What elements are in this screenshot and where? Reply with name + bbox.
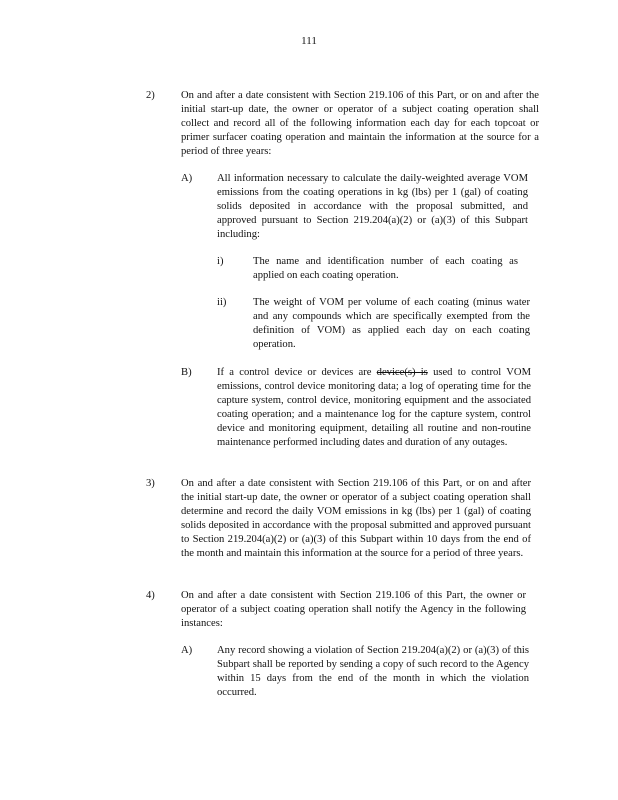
paragraph-3-label: 3) bbox=[146, 478, 155, 489]
paragraph-2-B-text bbox=[217, 366, 531, 450]
paragraph-2-label: 2) bbox=[146, 90, 155, 101]
paragraph-2-A-ii-label: ii) bbox=[217, 297, 227, 308]
paragraph-2-text: On and after a date consistent with Section 219.106 of this Part, or on and after the initial start-up date, the owner or operator of a subject coating operation shall collect and record all of the following information each day for each topcoat or primer surfacer coating operation and maintain the information at the source for a period of three years: bbox=[181, 90, 539, 157]
paragraph-2-A-i-text: The name and identification number of each coating as applied on each coating operation. bbox=[253, 256, 518, 281]
paragraph-2-A-label: A) bbox=[181, 173, 193, 184]
paragraph-2-B-text-after: used to control VOM emissions, control device monitoring data; a log of operating time for the capture system, control device, monitoring equipment and the associated coating operation; and a maintenance log for the capture system, control device and monitoring equipment, detailing all routine and non-routine maintenance performed including dates and duration of any outages. bbox=[217, 367, 531, 448]
paragraph-4-A-label: A) bbox=[181, 645, 193, 656]
page-number: 111 bbox=[301, 35, 317, 47]
paragraph-2-B-label: B) bbox=[181, 367, 192, 378]
paragraph-4-A-text: Any record showing a violation of Section 219.204(a)(2) or (a)(3) of this Subpart shall be reported by sending a copy of such record to the Agency within 15 days from the end of the month in which the violation occurred. bbox=[217, 645, 529, 698]
paragraph-2-A-text: All information necessary to calculate the daily-weighted average VOM emissions from the coating operations in kg (lbs) per 1 (gal) of coating solids deposited in accordance with the proposal submitted, and approved pursuant to Section 219.204(a)(2) or (a)(3) of this Subpart including: bbox=[217, 173, 528, 240]
paragraph-2-A-ii-text: The weight of VOM per volume of each coating (minus water and any compounds which are specifically exempted from the definition of VOM) as applied each day on each coating operation. bbox=[253, 297, 530, 350]
paragraph-2-B-text-before: If a control device or devices are bbox=[217, 367, 372, 378]
paragraph-2-A-i-label: i) bbox=[217, 256, 224, 267]
paragraph-4-label: 4) bbox=[146, 590, 155, 601]
struck-text: device(s) is bbox=[376, 367, 428, 378]
paragraph-3-text: On and after a date consistent with Section 219.106 of this Part, or on and after the initial start-up date, the owner or operator of a subject coating operation shall determine and record the daily VOM emissions in kg (lbs) per 1 (gal) of coating solids deposited in accordance with the proposal submitted and approved pursuant to Section 219.204(a)(2) or (a)(3) of this Subpart within 10 days from the end of the month and maintain this information at the source for a period of three years. bbox=[181, 478, 531, 559]
paragraph-4-text: On and after a date consistent with Section 219.106 of this Part, the owner or operator of a subject coating operation shall notify the Agency in the following instances: bbox=[181, 590, 526, 629]
